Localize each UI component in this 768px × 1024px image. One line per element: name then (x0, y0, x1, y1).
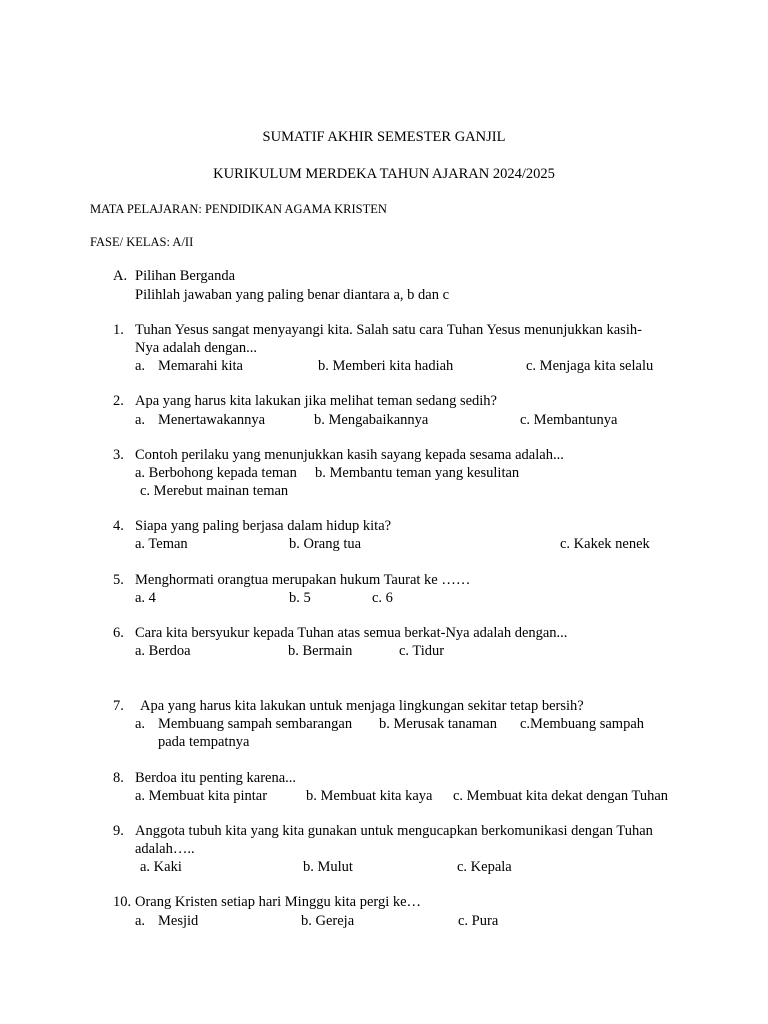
question-number: 4. (113, 518, 124, 534)
question-number: 8. (113, 770, 124, 786)
question-text: Anggota tubuh kita yang kita gunakan untuk mengucapkan berkomunikasi dengan Tuhan (135, 823, 653, 839)
question-number: 1. (113, 322, 124, 338)
question-number: 5. (113, 572, 124, 588)
option-a-marker: a. (135, 716, 146, 732)
option-c: c. Menjaga kita selalu (526, 358, 654, 374)
question-number: 2. (113, 393, 124, 409)
subject-line: MATA PELAJARAN: PENDIDIKAN AGAMA KRISTEN (90, 202, 387, 216)
section-instruction: Pilihlah jawaban yang paling benar diantara a, b dan c (135, 287, 450, 303)
option-a-marker: a. (135, 412, 146, 428)
option-c: c. Kakek nenek (560, 536, 650, 552)
option-c: c. Membantunya (520, 412, 618, 428)
option-c: c. Membuat kita dekat dengan Tuhan (453, 788, 669, 804)
option-b: b. Membantu teman yang kesulitan (315, 465, 520, 481)
option-c: c.Membuang sampah (520, 716, 645, 732)
question-text-cont: adalah….. (135, 841, 195, 857)
question-text: Tuhan Yesus sangat menyayangi kita. Salah satu cara Tuhan Yesus menunjukkan kasih- (135, 322, 642, 338)
question-text: Contoh perilaku yang menunjukkan kasih sayang kepada sesama adalah... (135, 447, 564, 463)
question-text: Apa yang harus kita lakukan jika melihat teman sedang sedih? (135, 393, 497, 409)
question-number: 9. (113, 823, 124, 839)
option-a: Membuang sampah sembarangan (158, 716, 353, 732)
option-b: b. Mengabaikannya (314, 412, 429, 428)
option-a-marker: a. (135, 358, 146, 374)
option-a: a. Kaki (140, 859, 182, 875)
option-b: b. Memberi kita hadiah (318, 358, 454, 374)
question-text: Berdoa itu penting karena... (135, 770, 297, 786)
option-a: Memarahi kita (158, 358, 243, 374)
question-text-cont: Nya adalah dengan... (135, 340, 257, 356)
option-a: a. Membuat kita pintar (135, 788, 268, 804)
question-text: Menghormati orangtua merupakan hukum Taurat ke …… (135, 572, 471, 588)
option-a-marker: a. (135, 913, 146, 929)
option-a: a. Berdoa (135, 643, 191, 659)
question-text: Apa yang harus kita lakukan untuk menjaga lingkungan sekitar tetap bersih? (140, 698, 584, 714)
option-a: a. Berbohong kepada teman (135, 465, 297, 481)
option-c: c. Pura (458, 913, 499, 929)
question-text: Siapa yang paling berjasa dalam hidup kita? (135, 518, 392, 534)
option-b: b. Gereja (301, 913, 355, 929)
option-c: c. 6 (372, 590, 393, 606)
option-a: a. 4 (135, 590, 156, 606)
option-c: c. Merebut mainan teman (140, 483, 289, 499)
grade-line: FASE/ KELAS: A/II (90, 235, 194, 249)
question-number: 3. (113, 447, 124, 463)
question-text: Orang Kristen setiap hari Minggu kita pergi ke… (135, 894, 422, 910)
option-b: b. 5 (289, 590, 311, 606)
option-b: b. Membuat kita kaya (306, 788, 433, 804)
question-number: 10. (113, 894, 132, 910)
option-b: b. Merusak tanaman (379, 716, 497, 732)
question-text: Cara kita bersyukur kepada Tuhan atas semua berkat-Nya adalah dengan... (135, 625, 568, 641)
document-subtitle: KURIKULUM MERDEKA TAHUN AJARAN 2024/2025 (213, 166, 555, 182)
option-c: c. Tidur (399, 643, 445, 659)
option-a: a. Teman (135, 536, 188, 552)
document-title: SUMATIF AKHIR SEMESTER GANJIL (262, 129, 506, 145)
option-c-cont: pada tempatnya (158, 734, 250, 750)
option-a: Menertawakannya (158, 412, 266, 428)
section-marker: A. (113, 268, 128, 284)
option-a: Mesjid (158, 913, 199, 929)
section-title: Pilihan Berganda (135, 268, 236, 284)
question-number: 6. (113, 625, 124, 641)
option-b: b. Bermain (288, 643, 353, 659)
option-b: b. Mulut (303, 859, 353, 875)
option-b: b. Orang tua (289, 536, 362, 552)
option-c: c. Kepala (457, 859, 512, 875)
question-number: 7. (113, 698, 124, 714)
